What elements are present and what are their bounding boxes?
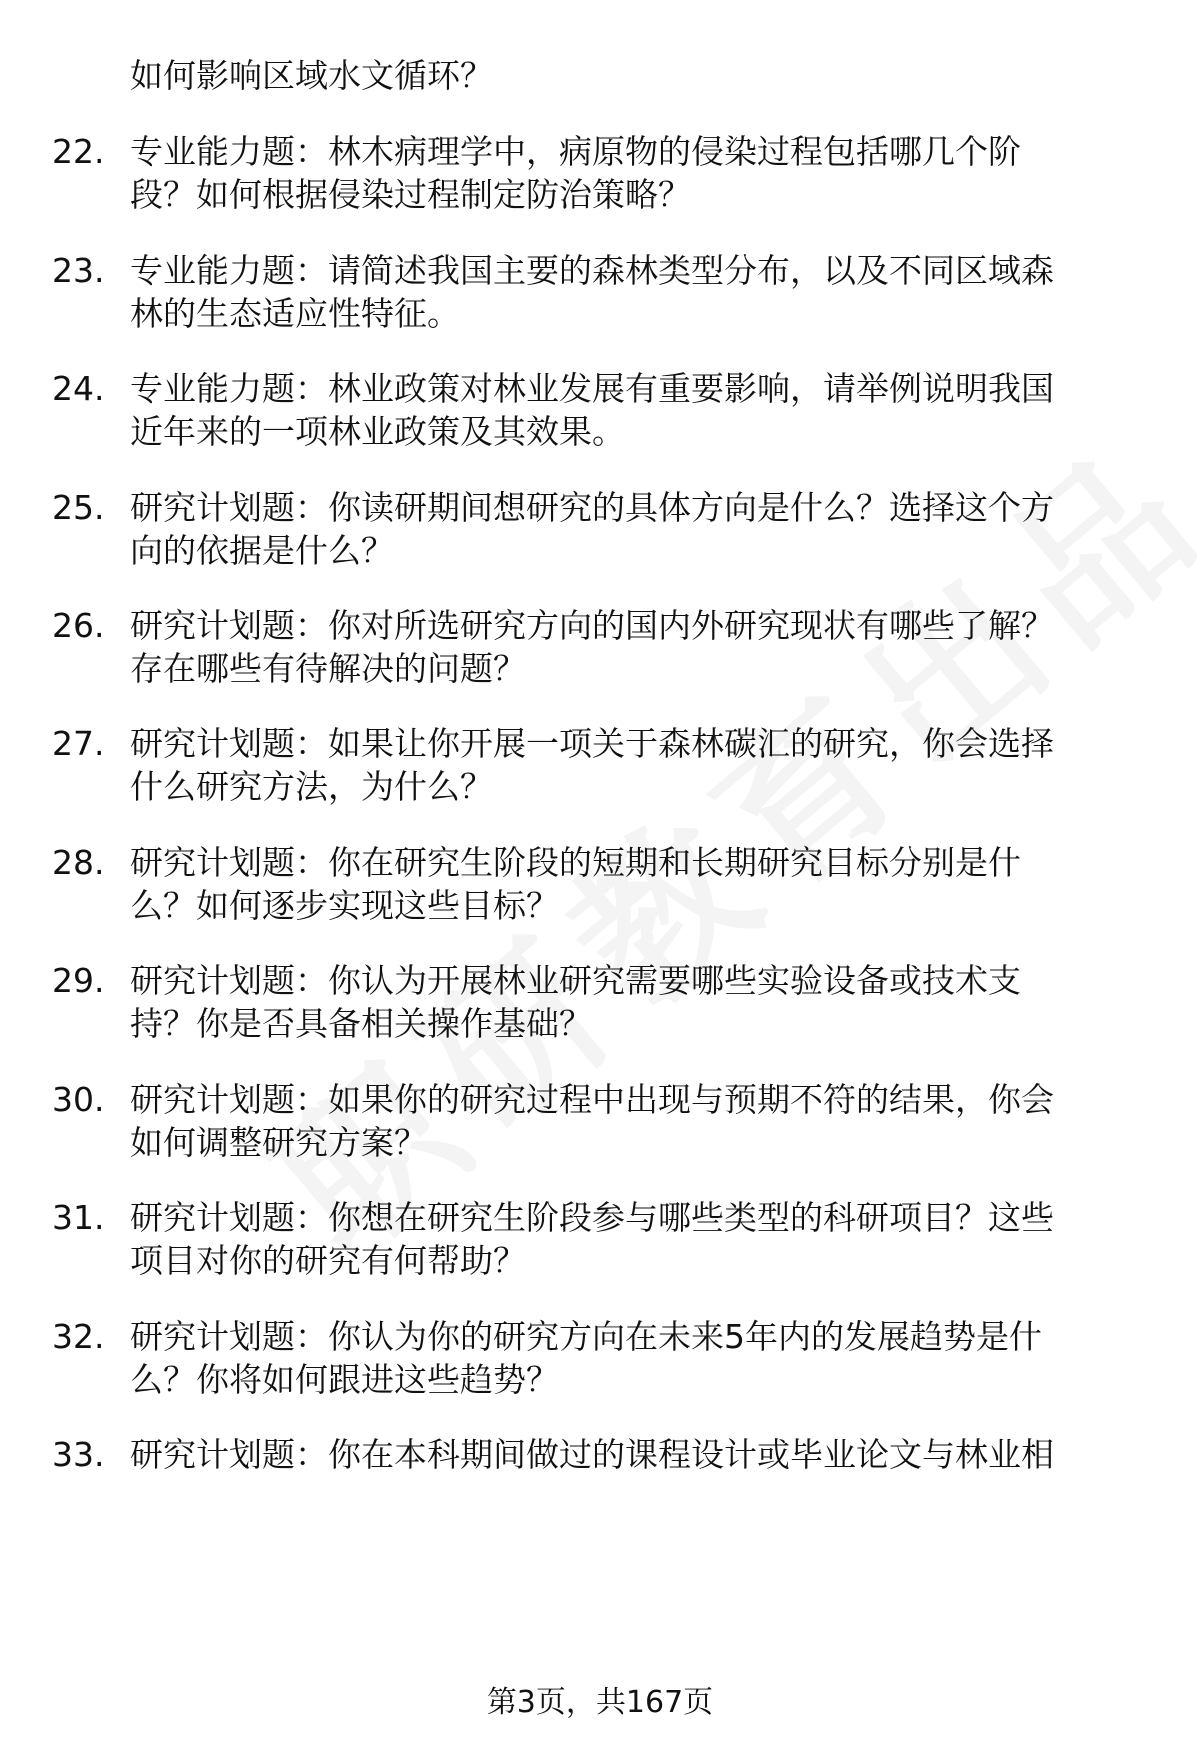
question-text-line: 研究计划题：你在本科期间做过的课程设计或毕业论文与林业相 bbox=[130, 1435, 1054, 1474]
question-text-line: 专业能力题：林业政策对林业发展有重要影响，请举例说明我国 bbox=[130, 369, 1054, 408]
question-text-line: 么？你将如何跟进这些趋势？ bbox=[130, 1360, 559, 1399]
question-text-line: 如何调整研究方案？ bbox=[130, 1123, 427, 1162]
question-text-line: 近年来的一项林业政策及其效果。 bbox=[130, 412, 625, 451]
question-text-line: 研究计划题：如果你的研究过程中出现与预期不符的结果，你会 bbox=[130, 1080, 1054, 1119]
question-text-line: 持？你是否具备相关操作基础？ bbox=[130, 1004, 592, 1043]
question-number: 24. bbox=[52, 369, 105, 408]
question-text-line: 存在哪些有待解决的问题？ bbox=[130, 649, 526, 688]
question-number: 33. bbox=[52, 1435, 105, 1474]
question-text-line: 研究计划题：你对所选研究方向的国内外研究现状有哪些了解？ bbox=[130, 606, 1054, 645]
question-text-line: 如何影响区域水文循环？ bbox=[130, 56, 493, 95]
question-text-line: 研究计划题：你认为开展林业研究需要哪些实验设备或技术支 bbox=[130, 961, 1021, 1000]
question-text-line: 研究计划题：你想在研究生阶段参与哪些类型的科研项目？这些 bbox=[130, 1198, 1054, 1237]
question-number: 27. bbox=[52, 724, 105, 763]
question-number: 28. bbox=[52, 843, 105, 882]
question-number: 26. bbox=[52, 606, 105, 645]
question-text-line: 段？如何根据侵染过程制定防治策略？ bbox=[130, 175, 691, 214]
question-number: 23. bbox=[52, 251, 105, 290]
question-text-line: 什么研究方法，为什么？ bbox=[130, 767, 493, 806]
question-number: 25. bbox=[52, 488, 105, 527]
question-text-line: 专业能力题：请简述我国主要的森林类型分布，以及不同区域森 bbox=[130, 251, 1054, 290]
question-text-line: 研究计划题：你认为你的研究方向在未来5年内的发展趋势是什 bbox=[130, 1317, 1042, 1356]
question-text-line: 专业能力题：林木病理学中，病原物的侵染过程包括哪几个阶 bbox=[130, 132, 1021, 171]
question-number: 30. bbox=[52, 1080, 105, 1119]
question-number: 32. bbox=[52, 1317, 105, 1356]
question-text-line: 林的生态适应性特征。 bbox=[130, 294, 460, 333]
question-text-line: 么？如何逐步实现这些目标？ bbox=[130, 886, 559, 925]
question-number: 31. bbox=[52, 1198, 105, 1237]
question-text-line: 项目对你的研究有何帮助？ bbox=[130, 1241, 526, 1280]
page-number-footer: 第3页，共167页 bbox=[486, 1685, 714, 1720]
question-text-line: 研究计划题：你读研期间想研究的具体方向是什么？选择这个方 bbox=[130, 488, 1054, 527]
question-text-line: 研究计划题：你在研究生阶段的短期和长期研究目标分别是什 bbox=[130, 843, 1021, 882]
question-text-line: 向的依据是什么？ bbox=[130, 531, 394, 570]
question-number: 29. bbox=[52, 961, 105, 1000]
question-number: 22. bbox=[52, 132, 105, 171]
question-text-line: 研究计划题：如果让你开展一项关于森林碳汇的研究，你会选择 bbox=[130, 724, 1054, 763]
